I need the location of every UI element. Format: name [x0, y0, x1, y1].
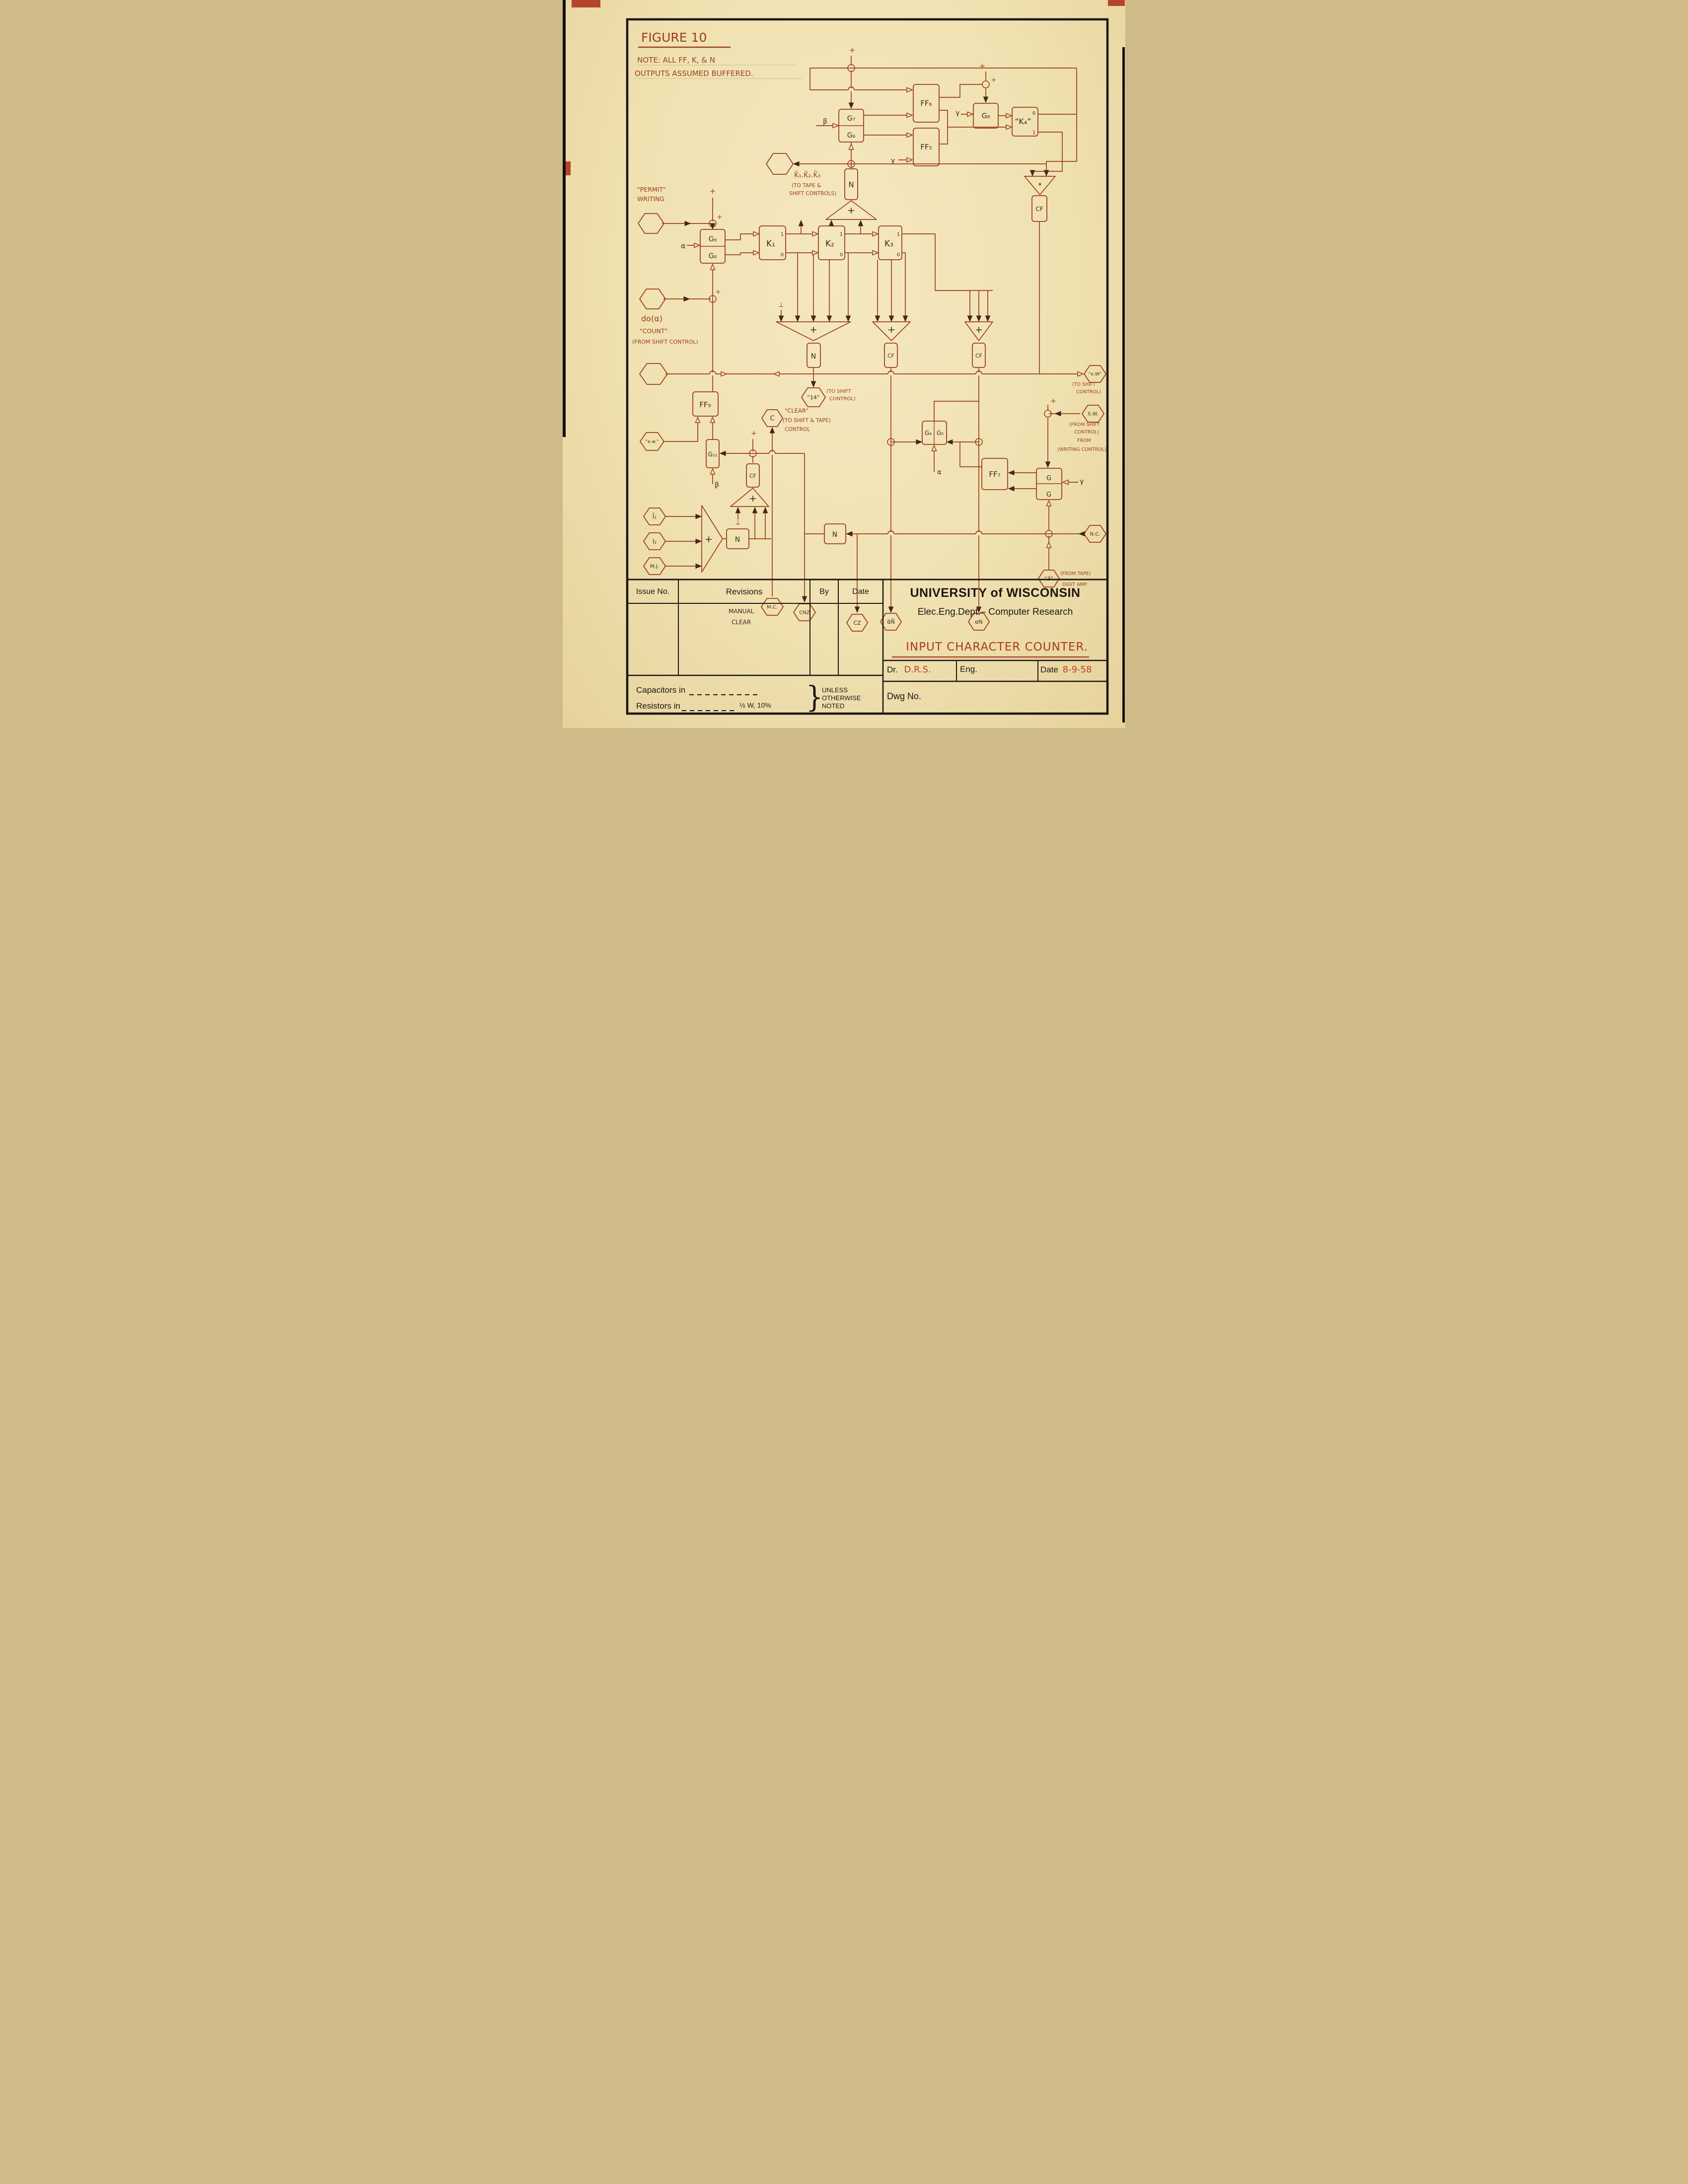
arrowhead-open	[694, 243, 700, 247]
box-G7-G6-label: G₇	[847, 115, 856, 123]
box-FF7-label: FF₇	[989, 470, 1001, 479]
sum-junction-node	[982, 81, 989, 88]
hex-sw-label: S.W.	[1088, 411, 1099, 417]
hex-i1-label: Ī₁	[652, 513, 657, 520]
hex-cnz-label: CNZ	[799, 610, 810, 616]
drawing-title: INPUT CHARACTER COUNTER.	[906, 641, 1088, 654]
annotation: SHIFT CONTROLS)	[789, 191, 837, 197]
wire	[902, 234, 993, 291]
arrowhead-filled	[858, 220, 863, 226]
box-CF-adder3-label: CF	[975, 353, 983, 359]
arrowhead-open	[1046, 542, 1051, 548]
annotation: +	[991, 76, 997, 84]
annotation: β	[715, 481, 719, 489]
arrowhead-filled	[829, 220, 833, 226]
box-G9-G8-label: G₈	[708, 252, 717, 260]
wire	[725, 253, 758, 255]
box-FF9-label: FF₉	[699, 400, 711, 409]
annotation: do(α)	[641, 314, 662, 323]
annotation: CONTROL	[785, 427, 810, 433]
arrowhead-open	[721, 371, 727, 376]
resistor-spec: ½ W, 10%	[739, 701, 771, 709]
arrowhead-filled	[1009, 486, 1014, 491]
arrowhead-filled	[811, 316, 815, 321]
annotation: "PERMIT"	[637, 186, 666, 193]
annotation: (TO SHIFT	[826, 389, 851, 394]
annotation: "COUNT"	[640, 327, 668, 335]
arrowhead-open	[1063, 480, 1068, 484]
arrowhead-open	[833, 123, 838, 128]
box-K1-label: 0	[780, 252, 784, 258]
annotation: +	[849, 46, 856, 55]
box-CF-dot-label: CF	[1035, 206, 1043, 213]
hex-alpha-n-label: αN	[975, 618, 983, 625]
dr-label: Dr.	[887, 665, 898, 674]
annotation: γ	[891, 157, 895, 165]
unless-line2: OTHERWISE	[822, 694, 861, 702]
date-cell	[1040, 664, 1092, 675]
hex-ew-in-label: “e.w.”	[645, 439, 659, 445]
annotation: (FROM TAPE)	[1060, 571, 1091, 577]
arrowhead-open	[873, 250, 878, 255]
wire	[1032, 132, 1062, 176]
hex-cz-label: CZ	[853, 619, 861, 626]
box-K1-label: K₁	[766, 239, 775, 249]
annotation: NOTE: ALL FF, K, & N	[637, 56, 716, 65]
annotation: α	[681, 242, 686, 250]
arrowhead-filled	[794, 161, 799, 166]
annotation: β	[823, 118, 827, 126]
annotation: (FROM SHIFT CONTROL)	[632, 339, 698, 345]
adder-inputs-plus-symbol: +	[705, 534, 713, 545]
arrowhead-open	[1046, 501, 1051, 506]
arrowhead-open	[1078, 371, 1083, 376]
hex-clear-c-label: C	[770, 415, 775, 423]
box-K3-label: 1	[896, 232, 900, 237]
arrowhead-open	[1006, 125, 1012, 129]
unless-line1: UNLESS	[822, 686, 848, 694]
arrowhead-open	[695, 417, 700, 423]
arrowhead-open	[907, 87, 912, 92]
arrowhead-open	[774, 371, 779, 376]
arrowhead-filled	[795, 316, 800, 321]
arrowhead-filled	[696, 564, 701, 568]
annotation: K̄₁.K̄₂.K̄₃	[794, 171, 821, 179]
arrowhead-filled	[849, 103, 853, 108]
date-cell-label: Date	[1040, 665, 1058, 674]
and-dot-dot-symbol	[1039, 183, 1041, 186]
box-G4-G5-label: G₅	[936, 430, 944, 437]
box-G4-G5-label: G₄	[924, 430, 932, 437]
arrowhead-filled	[985, 316, 990, 321]
box-FF5-label: FF₅	[920, 143, 932, 151]
arrowhead-open	[812, 231, 818, 236]
box-N-left-label: N	[734, 536, 740, 544]
arrowhead-filled	[983, 97, 988, 102]
revisions-header: Revisions	[726, 587, 763, 596]
box-G7-G6-label: G₆	[847, 132, 856, 140]
arrowhead-filled	[903, 316, 907, 321]
annotation: (WRITING CONTROL)	[1057, 447, 1106, 452]
annotation: "CLEAR"	[785, 407, 809, 414]
hex-mc-label: M.C.	[767, 604, 778, 610]
schematic-drawing	[563, 0, 1125, 728]
drafter-cell	[887, 664, 931, 675]
box-G8-label: G₈	[981, 112, 990, 120]
arrowhead-open	[907, 133, 912, 137]
annotation: CONTROL)	[1076, 389, 1101, 395]
annotation: ⊥	[778, 301, 784, 308]
scan-mark-topleft	[572, 0, 600, 7]
arrowhead-filled	[770, 428, 774, 433]
wire	[939, 110, 948, 144]
annotation: +	[709, 187, 716, 196]
scan-edge-right	[1122, 47, 1125, 723]
arrowhead-filled	[684, 296, 689, 301]
box-K4-label: 0	[1032, 111, 1036, 116]
dwg-no-label: Dwg No.	[887, 691, 922, 701]
annotation: α	[937, 469, 942, 476]
annotation: WRITING	[637, 195, 665, 203]
annotation: +	[751, 430, 757, 437]
wire	[663, 418, 698, 441]
annotation: +	[979, 62, 986, 71]
resistors-note: Resistors in	[636, 701, 680, 711]
box-K4-label: “K₄”	[1015, 117, 1031, 126]
annotation: γ	[955, 109, 960, 117]
arrowhead-open	[907, 157, 912, 162]
hex-nc-label: N.C.	[1090, 531, 1101, 537]
annotation: MANUAL	[729, 608, 754, 615]
arrowhead-filled	[696, 539, 701, 543]
by-header: By	[819, 587, 829, 596]
and-dot-triangle	[1025, 176, 1055, 195]
wire	[725, 234, 758, 240]
annotation: (TO TAPE &	[792, 183, 821, 189]
scan-mark-topright	[1108, 0, 1125, 6]
arrowhead-filled	[720, 451, 726, 455]
arrowhead-filled	[1045, 462, 1050, 467]
annotation: FROM	[1077, 438, 1091, 443]
hex-fourteen-label: “14”	[807, 394, 820, 401]
arrowhead-filled	[696, 514, 701, 518]
scan-edge-left	[563, 0, 566, 437]
arrowhead-open	[873, 231, 878, 236]
box-G-G-label: G	[1046, 491, 1052, 499]
unless-line3: NOTED	[822, 702, 845, 710]
scan-mark-left	[566, 161, 571, 175]
box-G9-G8-label: G₉	[708, 235, 717, 243]
adder-center-plus-symbol: +	[847, 205, 855, 216]
annotation: (FROM SHIFT	[1069, 422, 1100, 428]
adder-clear-plus-symbol: +	[749, 493, 757, 504]
arrowhead-filled	[976, 316, 981, 321]
annotation: CONTROL)	[829, 396, 856, 402]
annotation: CONTROL)	[1074, 430, 1100, 435]
hex-alpha-n-bar-label: α̅N̅	[887, 618, 895, 625]
hex-mj-label: M.J.	[650, 564, 659, 570]
wire	[934, 401, 979, 421]
box-N-center-label: N	[848, 180, 854, 189]
annotation: +	[717, 214, 723, 221]
arrowhead-open	[812, 250, 818, 255]
wire	[939, 84, 982, 97]
arrowhead-open	[932, 445, 936, 451]
arrowhead-open	[967, 112, 973, 116]
arrowhead-filled	[847, 531, 852, 536]
arrowhead-filled	[1079, 531, 1085, 536]
annotation: +	[715, 289, 721, 296]
arrowhead-filled	[779, 316, 783, 321]
box-N-adder1-label: N	[810, 353, 816, 361]
date-header: Date	[852, 587, 869, 596]
hex-ew-out-label: “e.W”	[1088, 372, 1102, 377]
wire	[902, 253, 905, 320]
box-G-G-label: G	[1046, 475, 1052, 482]
box-CF-g11-label: CF	[749, 473, 757, 479]
box-FF6-label: FF₆	[920, 99, 932, 108]
arrowhead-filled	[827, 316, 831, 321]
arrowhead-open	[753, 231, 759, 236]
drawing-sheet	[563, 0, 1125, 728]
arrowhead-filled	[811, 381, 815, 387]
box-K2-label: 1	[839, 232, 843, 237]
hex-k-bars-out	[766, 153, 793, 174]
box-K3-label: K₃	[884, 239, 893, 249]
arrowhead-filled	[846, 316, 850, 321]
arrowhead-open	[710, 264, 715, 270]
hex-three-label: “3”	[1044, 575, 1054, 582]
annotation: OUTPUTS ASSUMED BUFFERED.	[635, 69, 753, 78]
arrowhead-open	[1006, 113, 1012, 118]
arrowhead-open	[710, 417, 715, 423]
arrowhead-filled	[916, 439, 922, 444]
arrowhead-open	[907, 113, 912, 117]
hex-i2-label: I₂	[652, 538, 657, 545]
capacitors-note: Capacitors in	[636, 685, 686, 695]
arrowhead-filled	[1044, 170, 1048, 176]
arrowhead-filled	[967, 316, 972, 321]
annotation: FIGURE 10	[641, 30, 707, 45]
box-K4-label: 1	[1032, 130, 1036, 136]
wire	[1046, 68, 1077, 176]
annotation: ⊥	[735, 519, 741, 526]
arrowhead-filled	[1009, 470, 1014, 475]
arrowhead-filled	[763, 508, 767, 513]
dr-value: D.R.S.	[904, 664, 931, 675]
arrowhead-filled	[799, 220, 803, 226]
eng-cell: Eng.	[960, 664, 977, 674]
box-K2-label: K₂	[825, 239, 834, 249]
org-name: UNIVERSITY of WISCONSIN	[910, 586, 1081, 600]
arrowhead-filled	[1030, 170, 1034, 176]
org-dept: Elec.Eng.Dept.– Computer Research	[917, 607, 1073, 617]
arrowhead-filled	[752, 508, 757, 513]
box-K3-label: 0	[896, 252, 900, 258]
box-K1-label: 1	[780, 232, 784, 237]
arrowhead-filled	[735, 508, 740, 513]
arrowhead-filled	[947, 439, 953, 444]
adder-2-plus-symbol: +	[887, 324, 895, 335]
adder-3-plus-symbol: +	[975, 324, 983, 335]
adder-1-plus-symbol: +	[809, 324, 817, 335]
hex-permit-writing	[638, 214, 664, 233]
arrowhead-open	[710, 469, 715, 474]
box-CF-adder2-label: CF	[887, 353, 895, 359]
arrowhead-open	[849, 144, 853, 149]
box-K2-label: 0	[839, 252, 843, 258]
hex-count	[640, 364, 667, 384]
arrowhead-filled	[855, 607, 859, 612]
arrowhead-filled	[875, 316, 880, 321]
annotation: γ	[1080, 478, 1084, 486]
arrowhead-filled	[685, 221, 690, 225]
annotation: (TO SHIFT	[1072, 382, 1096, 387]
annotation: +	[1050, 397, 1056, 405]
box-G11-label: G₁₁	[708, 451, 718, 458]
annotation: CLEAR	[732, 619, 751, 626]
annotation: DIGIT AMP.	[1062, 582, 1088, 587]
arrowhead-filled	[889, 316, 893, 321]
notes-brace: }	[806, 679, 823, 715]
arrowhead-open	[753, 250, 759, 255]
box-N-bottom-label: N	[832, 531, 838, 539]
hex-do-alpha	[640, 289, 665, 309]
annotation: (TO SHIFT & TAPE)	[783, 418, 831, 424]
arrowhead-filled	[1055, 411, 1061, 416]
date-value: 8-9-58	[1062, 664, 1092, 675]
issue-no-header: Issue No.	[636, 587, 670, 596]
